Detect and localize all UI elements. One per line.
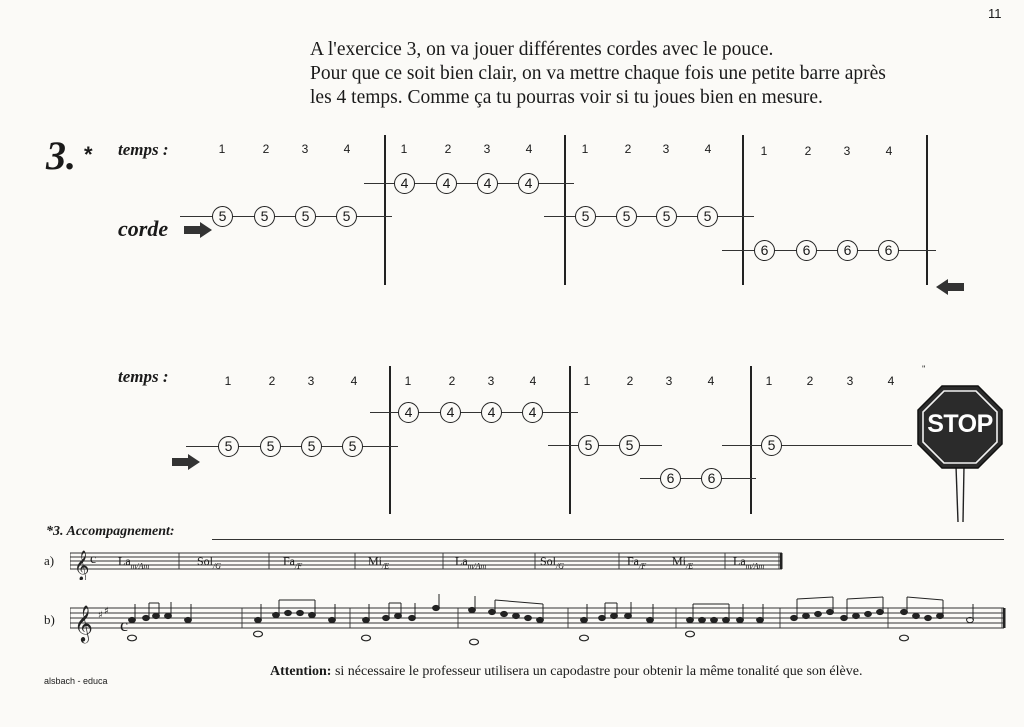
accompaniment-title: *3. Accompagnement: bbox=[46, 524, 175, 539]
beat-number: 2 bbox=[624, 142, 632, 156]
beat-number: 3 bbox=[483, 142, 491, 156]
page-number: 11 bbox=[988, 6, 1002, 21]
bar-line bbox=[389, 366, 391, 514]
beat-number: 2 bbox=[806, 374, 814, 388]
beat-number: 4 bbox=[885, 144, 893, 158]
string-note: 6 bbox=[796, 240, 817, 261]
beat-number: 1 bbox=[404, 374, 412, 388]
svg-text:♯: ♯ bbox=[98, 610, 103, 621]
string-note: 6 bbox=[837, 240, 858, 261]
accompaniment-rule bbox=[212, 539, 1004, 540]
beat-number: 3 bbox=[662, 142, 670, 156]
beat-number: 4 bbox=[350, 374, 358, 388]
row-b-label: b) bbox=[44, 612, 55, 627]
right-arrow-icon bbox=[184, 222, 214, 238]
bar-line bbox=[384, 135, 386, 285]
beat-number: 1 bbox=[400, 142, 408, 156]
string-note: 6 bbox=[660, 468, 681, 489]
attention-text: si nécessaire le professeur utilisera un capodastre pour obtenir la même tonalité que son élève. bbox=[331, 664, 863, 679]
beat-number: 2 bbox=[444, 142, 452, 156]
string-note: 5 bbox=[342, 436, 363, 457]
beat-number: 3 bbox=[846, 374, 854, 388]
attention-label: Attention: bbox=[270, 664, 332, 679]
exercise-star: * bbox=[84, 142, 93, 167]
string-note: 4 bbox=[518, 173, 539, 194]
string-note: 6 bbox=[701, 468, 722, 489]
chord-label: $Fa_{/F}$ bbox=[283, 554, 303, 571]
beat-number: 1 bbox=[583, 374, 591, 388]
beat-number: 3 bbox=[301, 142, 309, 156]
beat-number: 4 bbox=[529, 374, 537, 388]
beat-number: 2 bbox=[448, 374, 456, 388]
intro-text bbox=[310, 38, 886, 110]
string-note: 5 bbox=[656, 206, 677, 227]
publisher-credit: alsbach - educa bbox=[44, 676, 108, 686]
chord-label: $Fa_{/F}$ bbox=[627, 554, 647, 571]
bar-line bbox=[564, 135, 566, 285]
stop-sign-icon bbox=[916, 384, 1004, 524]
intro-line-1: A l'exercice 3, on va jouer différentes cordes avec le pouce. bbox=[310, 39, 774, 60]
bar-line bbox=[569, 366, 571, 514]
beat-number: 4 bbox=[704, 142, 712, 156]
bar-line bbox=[926, 135, 928, 285]
intro-line-3: les 4 temps. Comme ça tu pourras voir si tu joues bien en mesure. bbox=[310, 87, 823, 108]
string-note: 6 bbox=[878, 240, 899, 261]
string-note: 5 bbox=[578, 435, 599, 456]
chord-label: Sol$_{/G}$ bbox=[197, 554, 222, 571]
bar-line bbox=[750, 366, 752, 514]
chord-label: $Mi_{/E}$ bbox=[672, 554, 694, 571]
string-note: 4 bbox=[481, 402, 502, 423]
string-note: 5 bbox=[254, 206, 275, 227]
stop-sign-text: STOP bbox=[927, 410, 993, 438]
beat-number: 4 bbox=[525, 142, 533, 156]
string-note: 6 bbox=[754, 240, 775, 261]
attention-note bbox=[270, 664, 862, 680]
beat-number: 2 bbox=[804, 144, 812, 158]
string-note: 5 bbox=[295, 206, 316, 227]
temps-label-1: temps : bbox=[118, 140, 169, 159]
string-note: 4 bbox=[436, 173, 457, 194]
svg-text:♯: ♯ bbox=[104, 606, 109, 617]
beat-number: 1 bbox=[218, 142, 226, 156]
double-bar-mark: '' bbox=[922, 364, 926, 374]
beat-number: 1 bbox=[760, 144, 768, 158]
string-note: 4 bbox=[522, 402, 543, 423]
chord-label: Sol$_{/G}$ bbox=[540, 554, 565, 571]
svg-text:𝄞: 𝄞 bbox=[74, 604, 93, 642]
beat-number: 3 bbox=[843, 144, 851, 158]
string-note: 5 bbox=[260, 436, 281, 457]
beat-number: 2 bbox=[626, 374, 634, 388]
beat-number: 4 bbox=[343, 142, 351, 156]
bar-line bbox=[742, 135, 744, 285]
temps-label-2: temps : bbox=[118, 367, 169, 386]
chord-label: $La_{m/Am}$ bbox=[455, 554, 487, 571]
beat-number: 3 bbox=[665, 374, 673, 388]
beat-number: 2 bbox=[262, 142, 270, 156]
row-a-label: a) bbox=[44, 553, 55, 568]
string-note: 4 bbox=[398, 402, 419, 423]
string-note: 5 bbox=[575, 206, 596, 227]
string-line bbox=[722, 445, 912, 446]
string-note: 5 bbox=[218, 436, 239, 457]
string-note: 4 bbox=[440, 402, 461, 423]
stop-sign bbox=[916, 384, 1004, 524]
string-note: 5 bbox=[619, 435, 640, 456]
corde-label: corde bbox=[118, 216, 169, 241]
time-signature-b: c bbox=[120, 615, 128, 635]
chord-label: $Mi_{/E}$ bbox=[368, 554, 390, 571]
beat-number: 1 bbox=[765, 374, 773, 388]
beat-number: 4 bbox=[887, 374, 895, 388]
beat-number: 3 bbox=[487, 374, 495, 388]
beat-number: 3 bbox=[307, 374, 315, 388]
svg-text:𝄞: 𝄞 bbox=[74, 551, 90, 580]
string-line bbox=[640, 478, 756, 479]
exercise-number: 3. bbox=[46, 133, 76, 178]
string-note: 5 bbox=[301, 436, 322, 457]
beat-number: 1 bbox=[581, 142, 589, 156]
string-note: 4 bbox=[477, 173, 498, 194]
string-note: 5 bbox=[616, 206, 637, 227]
chord-label: $La_{m/Am}$ bbox=[118, 554, 150, 571]
beat-number: 2 bbox=[268, 374, 276, 388]
string-note: 5 bbox=[761, 435, 782, 456]
string-note: 5 bbox=[212, 206, 233, 227]
right-arrow-icon bbox=[172, 454, 202, 470]
time-signature-a: c bbox=[90, 552, 97, 567]
string-note: 4 bbox=[394, 173, 415, 194]
string-line bbox=[548, 445, 662, 446]
left-arrow-icon bbox=[934, 279, 964, 295]
staff-b bbox=[70, 594, 1010, 650]
beat-number: 1 bbox=[224, 374, 232, 388]
beat-number: 4 bbox=[707, 374, 715, 388]
intro-line-2: Pour que ce soit bien clair, on va mettre chaque fois une petite barre après bbox=[310, 63, 886, 84]
string-note: 5 bbox=[697, 206, 718, 227]
chord-label: $La_{m/Am}$ bbox=[733, 554, 765, 571]
string-note: 5 bbox=[336, 206, 357, 227]
